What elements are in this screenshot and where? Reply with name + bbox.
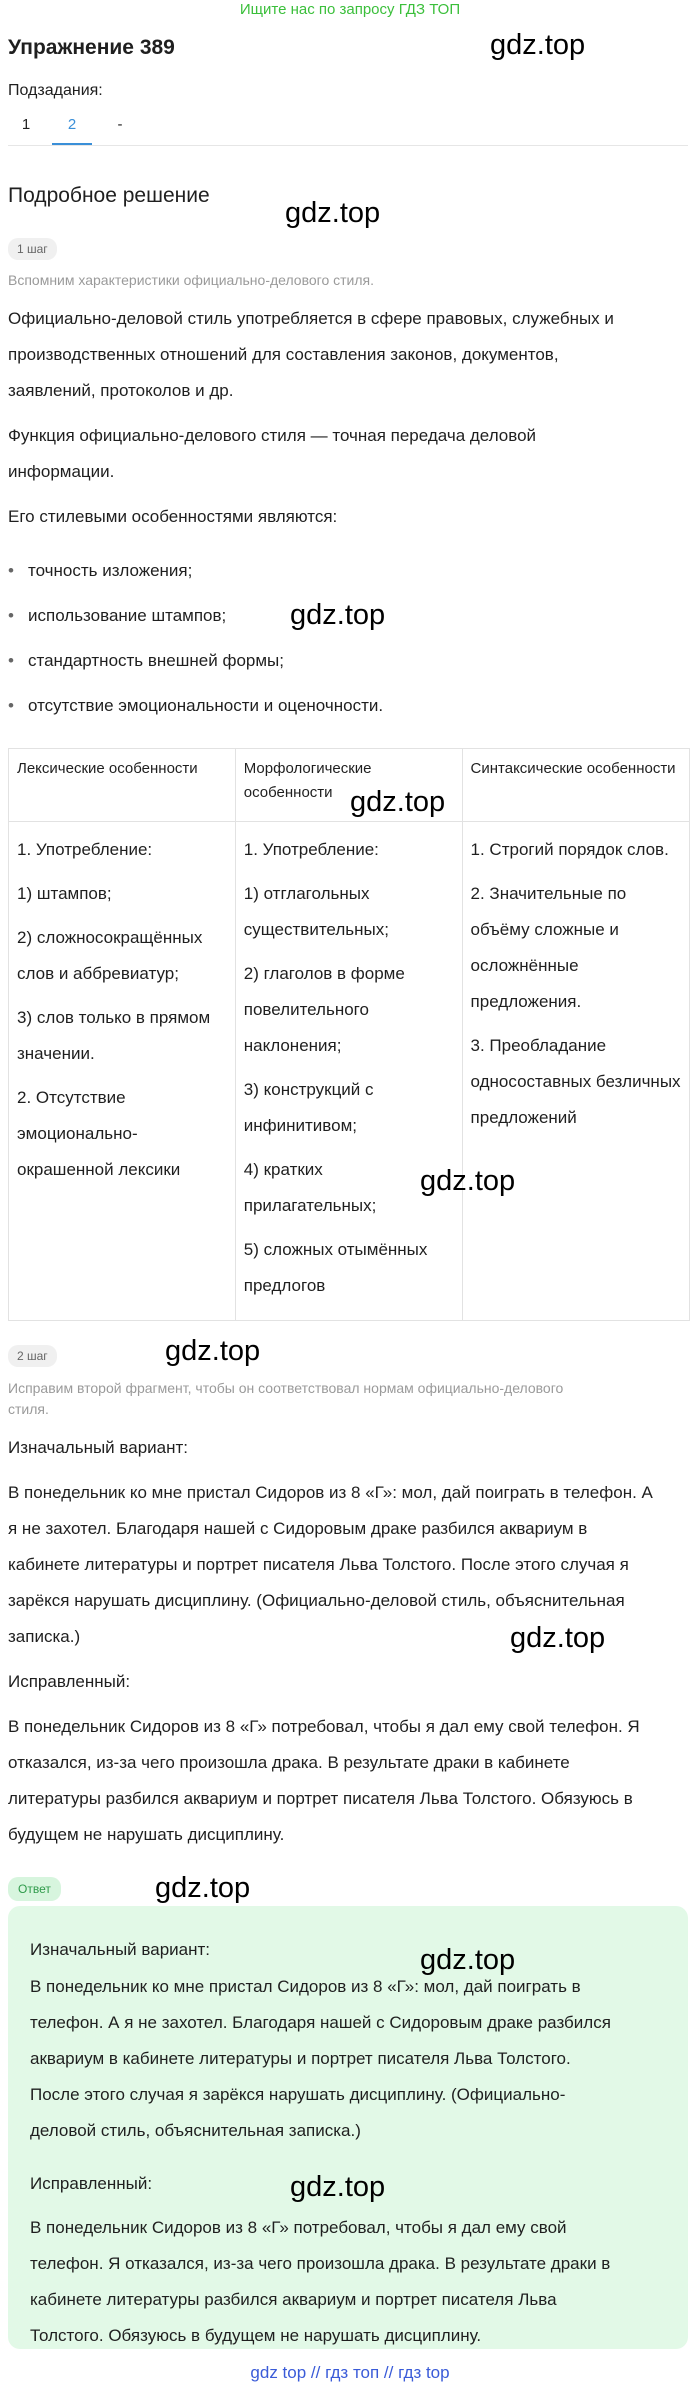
step-1-paragraph-2-line-1: Функция официально-делового стиля — точная передача деловой	[8, 426, 537, 445]
list-item: • отсутствие эмоциональности и оценочности.	[28, 694, 383, 718]
answer-corrected-line: телефон. Я отказался, из-за чего произошла драка. В результате драки в	[30, 2254, 611, 2273]
table-cell-item: 1. Употребление:	[17, 840, 153, 859]
footer-links[interactable]: gdz top // гдз топ // гдз top	[250, 2363, 450, 2382]
step-2-corrected-label: Исправленный:	[8, 1672, 131, 1691]
table-cell-item: 1. Строгий порядок слов.	[470, 840, 669, 859]
answer-corrected-line: Толстого. Обязуюсь в будущем не нарушать дисциплину.	[30, 2326, 482, 2345]
answer-original-line: После этого случая я зарёкся нарушать дисциплину. (Официально-	[30, 2085, 566, 2104]
step-2-original-label: Изначальный вариант:	[8, 1438, 188, 1457]
step-2-original-line: кабинете литературы и портрет писателя Льва Толстого. После этого случая я	[8, 1555, 629, 1574]
watermark: gdz.top	[490, 29, 586, 61]
watermark: gdz.top	[290, 2171, 386, 2203]
table-cell-item: 3) слов только в прямом значении.	[17, 1008, 211, 1063]
top-banner[interactable]: Ищите нас по запросу ГДЗ ТОП	[239, 1, 461, 18]
subtasks-label: Подзадания:	[8, 82, 103, 99]
watermark: gdz.top	[350, 786, 446, 818]
watermark: gdz.top	[285, 197, 381, 229]
step-2-hint-line-1: Исправим второй фрагмент, чтобы он соответствовал нормам официально-делового	[8, 1380, 564, 1396]
step-2-hint-line-2: стиля.	[8, 1401, 49, 1417]
step-1-badge: 1 шаг	[8, 238, 57, 260]
answer-original-line: телефон. А я не захотел. Благодаря нашей с Сидоровым драке разбился	[30, 2013, 611, 2032]
step-2-original-line: записка.)	[8, 1627, 81, 1646]
watermark: gdz.top	[510, 1622, 606, 1654]
step-2-original-line: зарёкся нарушать дисциплину. (Официально-деловой стиль, объяснительная	[8, 1591, 625, 1610]
table-cell-item: 3) конструкций с инфинитивом;	[243, 1080, 374, 1135]
table-cell-item: 2) сложносокращённых слов и аббревиатур;	[17, 928, 203, 983]
step-2-corrected-line: литературы разбился аквариум и портрет писателя Льва Толстого. Обязуюсь в	[8, 1789, 633, 1808]
answer-original-line: аквариум в кабинете литературы и портрет писателя Льва Толстого.	[30, 2049, 571, 2068]
divider	[8, 145, 688, 146]
subtask-tab-2[interactable]: 2	[52, 116, 92, 145]
solution-heading: Подробное решение	[8, 184, 210, 207]
table-header-morphological: Морфологические особенности	[235, 749, 462, 822]
list-item: • использование штампов;	[28, 604, 226, 628]
step-2-original-line: я не захотел. Благодаря нашей с Сидоровым драке разбился аквариум в	[8, 1519, 588, 1538]
watermark: gdz.top	[290, 599, 386, 631]
answer-corrected-label: Исправленный:	[30, 2174, 153, 2193]
table-cell-item: 2. Отсутствие эмоционально-окрашенной лексики	[17, 1088, 181, 1179]
watermark: gdz.top	[420, 1944, 516, 1976]
step-1-paragraph-3: Его стилевыми особенностями являются:	[8, 507, 338, 526]
step-1-paragraph-1-line-3: заявлений, протоколов и др.	[8, 381, 234, 400]
table-cell-item: 1. Употребление:	[243, 840, 379, 859]
step-2-corrected-line: В понедельник Сидоров из 8 «Г» потребовал, чтобы я дал ему свой телефон. Я	[8, 1717, 640, 1736]
table-cell-item: 4) кратких прилагательных;	[243, 1160, 377, 1215]
table-cell-item: 1) отглагольных существительных;	[243, 884, 389, 939]
table-cell-item: 3. Преобладание односоставных безличных предложений	[470, 1036, 681, 1127]
step-1-hint: Вспомним характеристики официально-делового стиля.	[8, 272, 375, 288]
watermark: gdz.top	[155, 1872, 251, 1904]
answer-corrected-line: кабинете литературы разбился аквариум и портрет писателя Льва	[30, 2290, 557, 2309]
step-2-corrected-line: будущем не нарушать дисциплину.	[8, 1825, 285, 1844]
step-2-corrected-line: отказался, из-за чего произошла драка. В результате драки в кабинете	[8, 1753, 570, 1772]
table-cell-morphological	[235, 822, 462, 1321]
watermark: gdz.top	[420, 1165, 516, 1197]
features-table	[8, 748, 690, 1321]
subtask-tab-1[interactable]: 1	[21, 116, 31, 133]
answer-badge: Ответ	[8, 1877, 61, 1901]
table-header-syntactic: Синтаксические особенности	[462, 749, 689, 822]
table-cell-item: 2) глаголов в форме повелительного наклонения;	[243, 964, 405, 1055]
answer-original-label: Изначальный вариант:	[30, 1940, 210, 1959]
table-header-lexical: Лексические особенности	[9, 749, 236, 822]
answer-corrected-line: В понедельник Сидоров из 8 «Г» потребовал, чтобы я дал ему свой	[30, 2218, 567, 2237]
table-cell-item: 2. Значительные по объёму сложные и осложнённые предложения.	[470, 884, 627, 1011]
table-cell-lexical	[9, 822, 236, 1321]
watermark: gdz.top	[165, 1335, 261, 1367]
step-2-badge: 2 шаг	[8, 1345, 57, 1367]
answer-original-line: деловой стиль, объяснительная записка.)	[30, 2121, 361, 2140]
subtask-tab-3[interactable]: -	[117, 116, 123, 133]
step-1-paragraph-1-line-2: производственных отношений для составления законов, документов,	[8, 345, 559, 364]
page-title: Упражнение 389	[8, 36, 175, 59]
answer-original-line: В понедельник ко мне пристал Сидоров из 8 «Г»: мол, дай поиграть в	[30, 1977, 581, 1996]
step-1-paragraph-2-line-2: информации.	[8, 462, 115, 481]
table-cell-item: 1) штампов;	[17, 884, 112, 903]
list-item: • стандартность внешней формы;	[28, 649, 284, 673]
step-1-paragraph-1-line-1: Официально-деловой стиль употребляется в сфере правовых, служебных и	[8, 309, 614, 328]
table-cell-item: 5) сложных отымённых предлогов	[243, 1240, 428, 1295]
list-item: • точность изложения;	[28, 559, 192, 583]
step-2-original-line: В понедельник ко мне пристал Сидоров из 8 «Г»: мол, дай поиграть в телефон. А	[8, 1483, 653, 1502]
table-cell-syntactic	[462, 822, 689, 1321]
